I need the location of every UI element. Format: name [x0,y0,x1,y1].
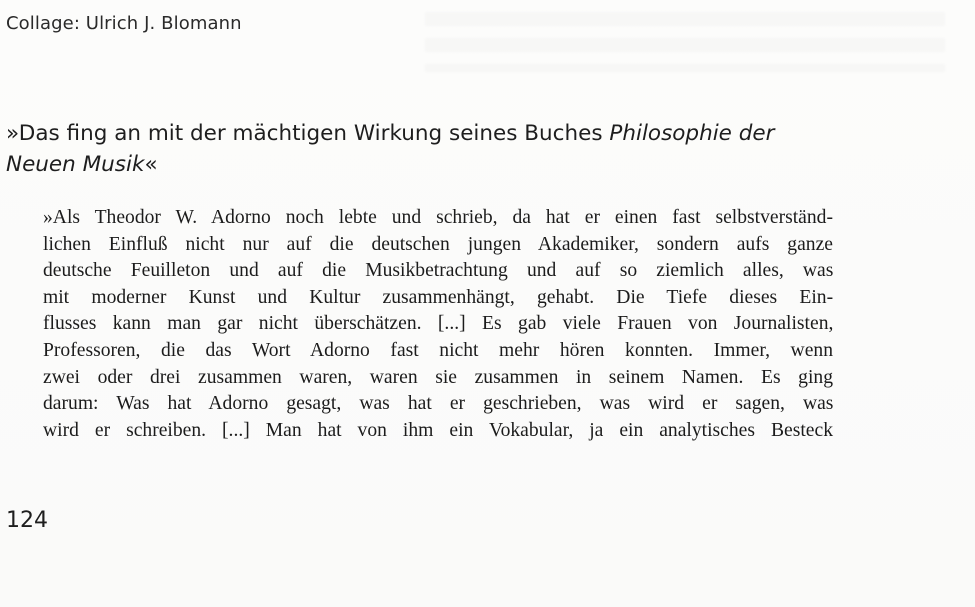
quote-line: »Als Theodor W. Adorno noch lebte und schrieb, da hat er einen fast selbstverständ- [43,207,833,228]
heading-line-2 [6,149,906,180]
image-credit: Collage: Ulrich J. Blomann [6,13,242,34]
quote-line: darum: Was hat Adorno gesagt, was hat er geschrieben, was wird er sagen, was [43,393,834,415]
quote-line: lichen Einfluß nicht nur auf die deutschen jungen Akademiker, sondern aufs ganze [43,233,833,255]
quote-line: deutsche Feuilleton und auf die Musikbetrachtung und auf so ziemlich alles, was [43,260,834,282]
quote-block [43,205,833,444]
quote-line: zwei oder drei zusammen waren, waren sie zusammen in seinem Namen. Es ging [43,366,833,388]
heading-book-title-part-1: Philosophie der [609,121,775,146]
quote-line: Professoren, die das Wort Adorno fast nicht mehr hören konnten. Immer, wenn [43,339,833,361]
quote-line: flusses kann man gar nicht überschätzen. [...] Es gab viele Frauen von Journalisten, [43,313,834,335]
page-number: 124 [6,508,48,533]
heading-closing-quote: « [144,152,158,177]
quote-line: mit moderner Kunst und Kultur zusammenhängt, gehabt. Die Tiefe dieses Ein- [43,286,834,308]
heading-line-1 [6,118,906,149]
bleed-through-texture [425,12,945,72]
section-heading [6,118,906,180]
heading-book-title-part-2: Neuen Musik [6,152,145,177]
heading-line-1-text: »Das fing an mit der mächtigen Wirkung seines Buches [6,121,610,146]
quote-line: wird er schreiben. [...] Man hat von ihm ein Vokabular, ja ein analytisches Besteck [43,419,833,441]
